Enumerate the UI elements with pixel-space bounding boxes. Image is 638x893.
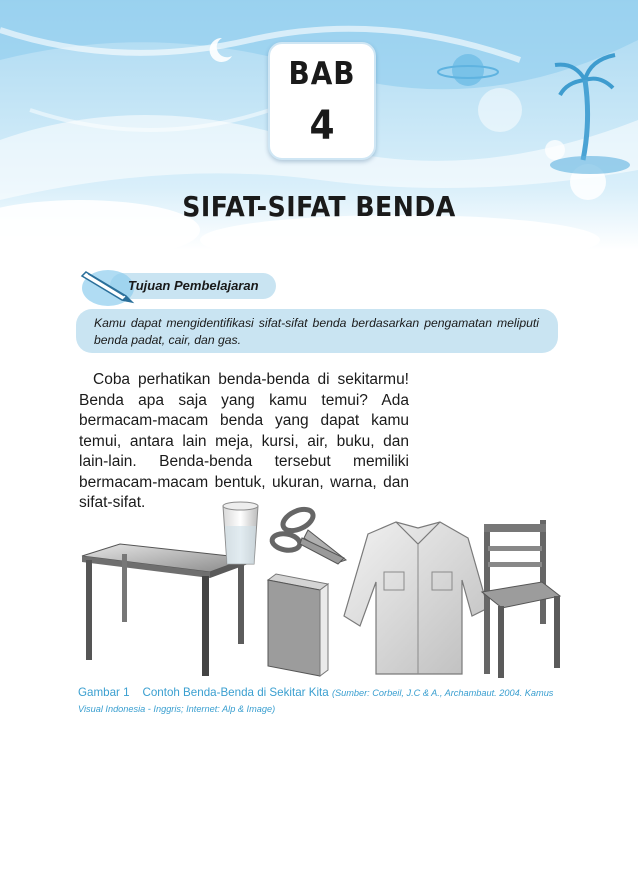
book-image bbox=[268, 574, 328, 676]
figure-caption-text: Contoh Benda-Benda di Sekitar Kita bbox=[142, 686, 329, 699]
scissors-image bbox=[271, 505, 346, 564]
shirt-image bbox=[344, 522, 488, 674]
table-image bbox=[82, 544, 248, 676]
objective-heading: Tujuan Pembelajaran bbox=[128, 278, 259, 293]
chapter-badge bbox=[268, 42, 376, 160]
objective-text: Kamu dapat mengidentifikasi sifat-sifat benda berdasarkan pengamatan meliputi benda padat, cair, dan gas. bbox=[94, 316, 539, 347]
page-title: SIFAT-SIFAT BENDA bbox=[182, 190, 456, 223]
paragraph-text: Coba perhatikan benda-benda di sekitarmu! Benda apa saja yang kamu temui? Ada bermacam-macam benda yang dapat kamu temui, antara lain meja, kursi, air, buku, dan lain-lain. Benda-benda tersebut memiliki bermacam-macam bentuk, ukuran, warna, dan sifat-sifat. bbox=[79, 371, 409, 511]
glass-image bbox=[223, 502, 258, 564]
chapter-label: BAB bbox=[288, 56, 356, 92]
figure-source: (Sumber: Corbeil, J.C & A., Archambaut. 2004. Kamus Visual Indonesia - Inggris; Internet: Alp & Image) bbox=[78, 688, 554, 714]
figure-caption bbox=[78, 685, 560, 717]
chair-image bbox=[482, 520, 560, 678]
intro-paragraph bbox=[79, 370, 409, 514]
figure-number: Gambar 1 bbox=[78, 686, 130, 699]
chapter-number: 4 bbox=[309, 103, 335, 149]
figure-illustration bbox=[78, 498, 568, 682]
